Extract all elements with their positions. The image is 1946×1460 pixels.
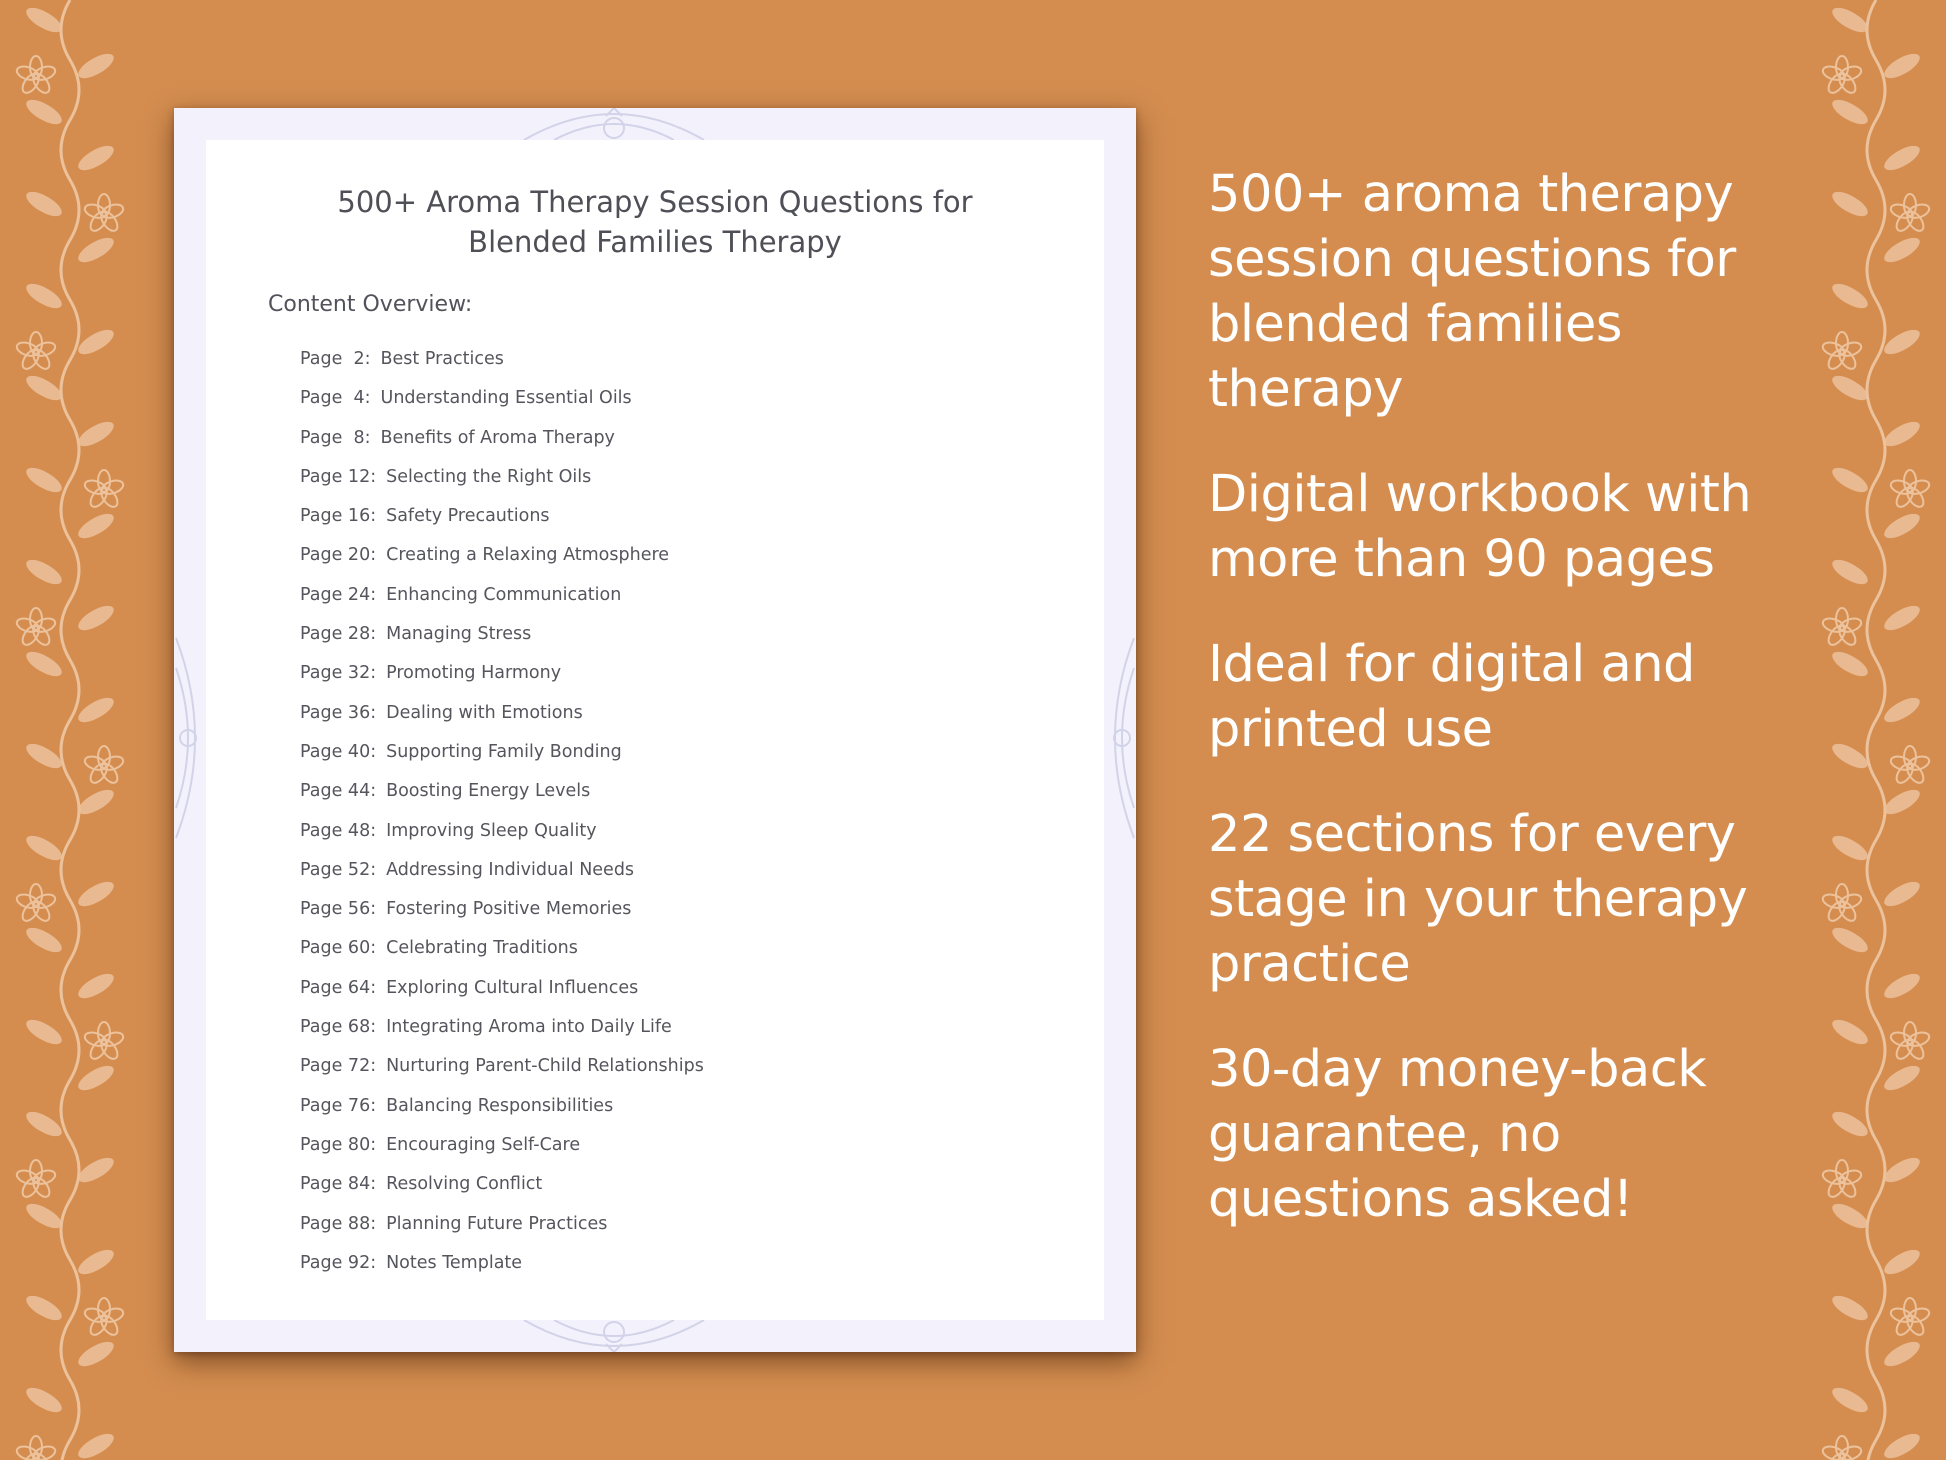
toc-item (300, 812, 704, 851)
feature-text-line: 30-day money-back (1208, 1040, 1707, 1099)
feature-text (1208, 802, 1908, 997)
toc-section-title: Exploring Cultural Influences (386, 977, 639, 998)
toc-item (300, 654, 704, 693)
feature-text-line: practice (1208, 935, 1411, 994)
feature-text (1208, 162, 1908, 422)
toc-page-number: Page 52: (300, 859, 377, 880)
toc-item (300, 1087, 704, 1126)
toc-section-title: Selecting the Right Oils (386, 466, 592, 487)
toc-item (300, 969, 704, 1008)
toc-page-number: Page 44: (300, 781, 377, 802)
toc-item (300, 615, 704, 654)
content-overview-heading: Content Overview: (268, 292, 473, 317)
table-of-contents (300, 340, 704, 1283)
toc-section-title: Encouraging Self-Care (386, 1134, 581, 1155)
toc-section-title: Planning Future Practices (386, 1213, 608, 1234)
feature-text-line: printed use (1208, 700, 1493, 759)
toc-section-title: Improving Sleep Quality (386, 820, 597, 841)
toc-item (300, 1165, 704, 1204)
feature-text-line: Ideal for digital and (1208, 635, 1695, 694)
toc-page-number: Page 60: (300, 938, 377, 959)
toc-item (300, 1008, 704, 1047)
toc-item (300, 1205, 704, 1244)
toc-page-number: Page 8: (300, 427, 371, 448)
toc-section-title: Enhancing Communication (386, 584, 622, 605)
feature-text-line: guarantee, no (1208, 1105, 1561, 1164)
document-title (206, 182, 1104, 262)
toc-page-number: Page 40: (300, 741, 377, 762)
toc-page-number: Page 80: (300, 1134, 377, 1155)
toc-section-title: Creating a Relaxing Atmosphere (386, 545, 670, 566)
document-preview (174, 108, 1136, 1352)
feature-text-line: questions asked! (1208, 1170, 1633, 1229)
toc-page-number: Page 24: (300, 584, 377, 605)
feature-text (1208, 632, 1908, 762)
document-title-line2: Blended Families Therapy (468, 225, 842, 259)
feature-text (1208, 462, 1908, 592)
toc-item (300, 536, 704, 575)
toc-item (300, 458, 704, 497)
toc-item (300, 1126, 704, 1165)
feature-text (1208, 1037, 1908, 1232)
feature-text-line: therapy (1208, 360, 1403, 419)
toc-section-title: Managing Stress (386, 624, 532, 645)
toc-page-number: Page 36: (300, 702, 377, 723)
floral-vine-decoration-left (0, 0, 140, 1460)
toc-section-title: Dealing with Emotions (386, 702, 583, 723)
feature-list (1208, 162, 1908, 1272)
feature-text-line: 500+ aroma therapy (1208, 165, 1734, 224)
toc-page-number: Page 12: (300, 466, 377, 487)
feature-text-line: more than 90 pages (1208, 530, 1715, 589)
toc-page-number: Page 48: (300, 820, 377, 841)
toc-section-title: Nurturing Parent-Child Relationships (386, 1056, 704, 1077)
toc-page-number: Page 68: (300, 1017, 377, 1038)
toc-item (300, 851, 704, 890)
toc-page-number: Page 32: (300, 663, 377, 684)
toc-page-number: Page 16: (300, 506, 377, 527)
toc-item (300, 929, 704, 968)
toc-item (300, 1244, 704, 1283)
toc-item (300, 772, 704, 811)
toc-item (300, 340, 704, 379)
toc-page-number: Page 76: (300, 1095, 377, 1116)
toc-page-number: Page 64: (300, 977, 377, 998)
toc-section-title: Promoting Harmony (386, 663, 562, 684)
mandala-ornament-right (1104, 628, 1136, 848)
toc-section-title: Safety Precautions (386, 506, 550, 527)
toc-page-number: Page 4: (300, 388, 371, 409)
toc-item (300, 379, 704, 418)
document-title-line1: 500+ Aroma Therapy Session Questions for (337, 185, 973, 219)
toc-page-number: Page 88: (300, 1213, 377, 1234)
toc-page-number: Page 92: (300, 1252, 377, 1273)
toc-section-title: Balancing Responsibilities (386, 1095, 614, 1116)
toc-section-title: Addressing Individual Needs (386, 859, 635, 880)
feature-text-line: blended families (1208, 295, 1622, 354)
toc-page-number: Page 2: (300, 349, 371, 369)
toc-page-number: Page 72: (300, 1056, 377, 1077)
feature-text-line: session questions for (1208, 230, 1736, 289)
toc-page-number: Page 84: (300, 1174, 377, 1195)
toc-item (300, 890, 704, 929)
toc-item (300, 497, 704, 536)
toc-section-title: Boosting Energy Levels (386, 781, 591, 802)
toc-item (300, 733, 704, 772)
toc-section-title: Notes Template (386, 1252, 523, 1273)
toc-item (300, 576, 704, 615)
toc-item (300, 694, 704, 733)
document-page (206, 140, 1104, 1320)
toc-page-number: Page 20: (300, 545, 377, 566)
toc-section-title: Understanding Essential Oils (380, 388, 632, 409)
feature-text-line: Digital workbook with (1208, 465, 1752, 524)
toc-item (300, 419, 704, 458)
toc-section-title: Best Practices (380, 349, 504, 369)
feature-text-line: stage in your therapy (1208, 870, 1748, 929)
toc-section-title: Resolving Conflict (386, 1174, 543, 1195)
toc-section-title: Integrating Aroma into Daily Life (386, 1017, 672, 1038)
toc-item (300, 1047, 704, 1086)
toc-section-title: Supporting Family Bonding (386, 741, 622, 762)
toc-section-title: Fostering Positive Memories (386, 899, 632, 920)
feature-text-line: 22 sections for every (1208, 805, 1736, 864)
toc-page-number: Page 28: (300, 624, 377, 645)
mandala-ornament-left (174, 628, 206, 848)
toc-page-number: Page 56: (300, 899, 377, 920)
toc-section-title: Benefits of Aroma Therapy (380, 427, 615, 448)
toc-section-title: Celebrating Traditions (386, 938, 578, 959)
